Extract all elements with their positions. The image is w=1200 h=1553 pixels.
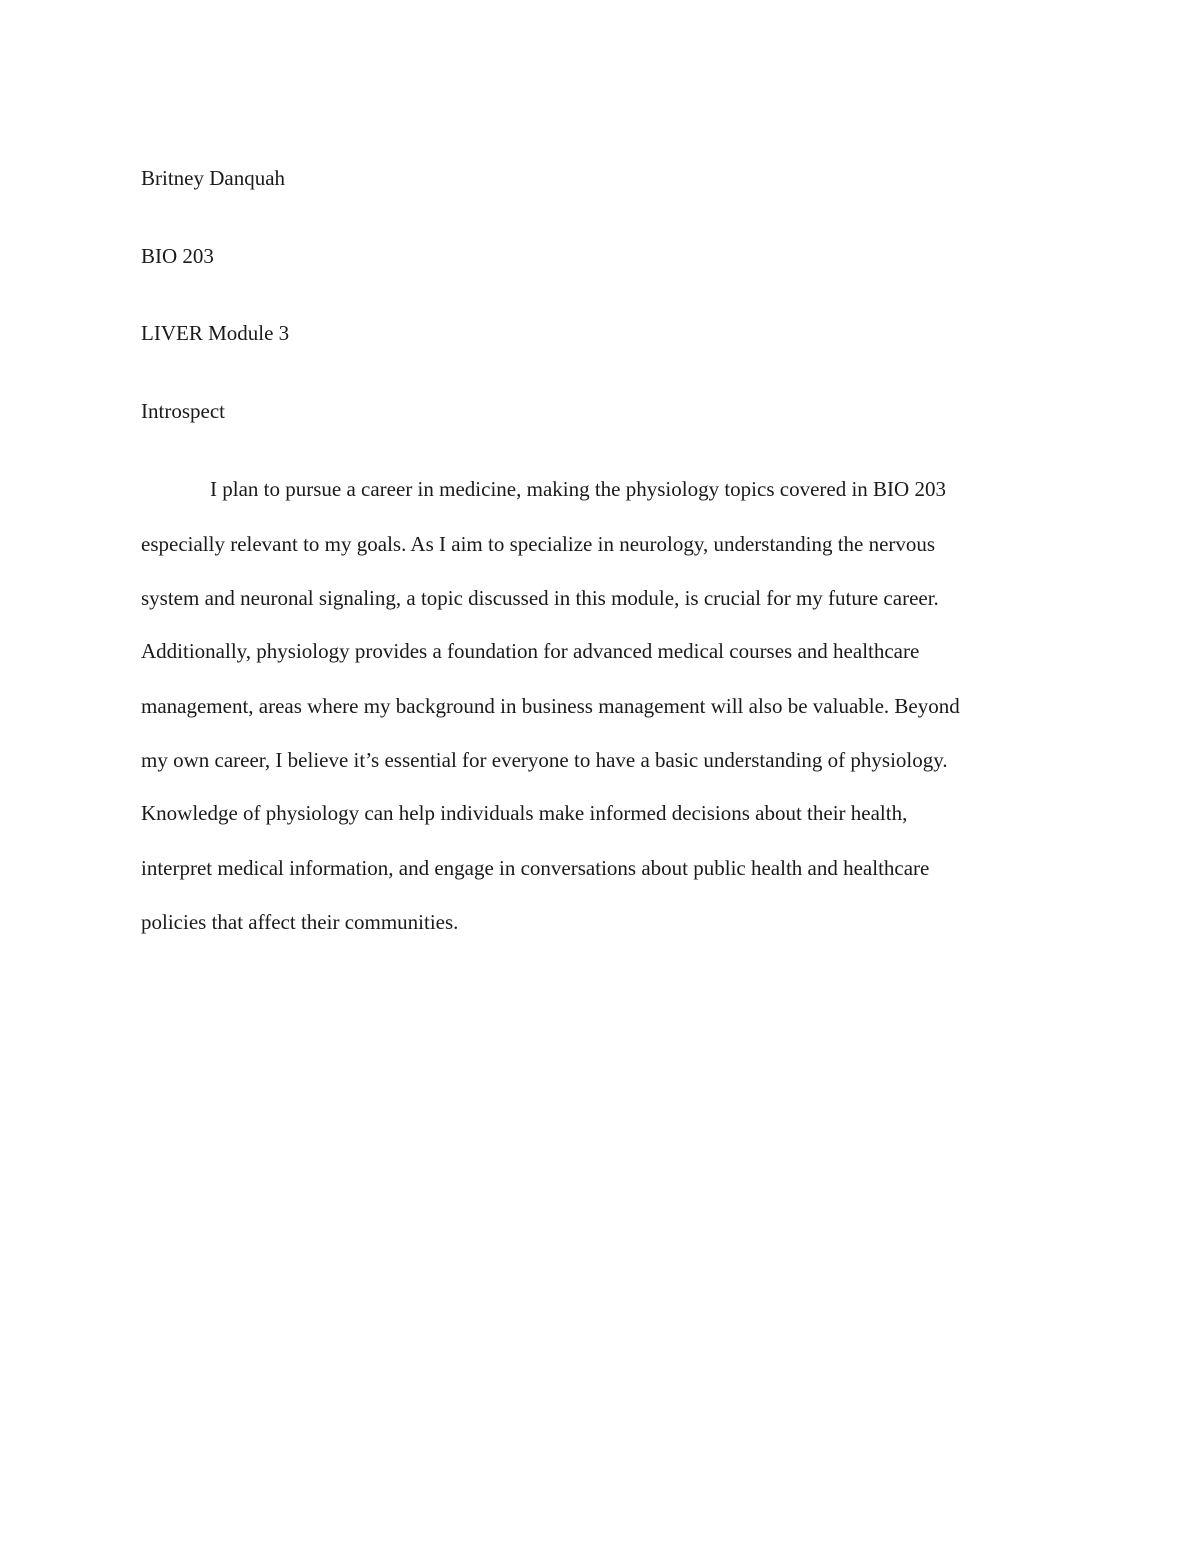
- paragraph-line: I plan to pursue a career in medicine, making the physiology topics covered in BIO 203: [210, 477, 946, 501]
- paragraph-line: policies that affect their communities.: [141, 910, 459, 934]
- course-code: BIO 203: [141, 244, 214, 268]
- author-name: Britney Danquah: [141, 166, 286, 190]
- section-title: Introspect: [141, 399, 225, 423]
- paragraph-line: management, areas where my background in business management will also be valuable. Beyond: [141, 694, 960, 718]
- paragraph-line: Additionally, physiology provides a foundation for advanced medical courses and healthcare: [141, 639, 920, 663]
- paragraph-line: interpret medical information, and engage in conversations about public health and healthcare: [141, 856, 930, 880]
- paragraph-line: my own career, I believe it’s essential for everyone to have a basic understanding of physiology.: [141, 748, 948, 772]
- paragraph-line: especially relevant to my goals. As I aim to specialize in neurology, understanding the nervous: [141, 532, 936, 556]
- module-title: LIVER Module 3: [141, 321, 290, 345]
- paragraph-line: system and neuronal signaling, a topic discussed in this module, is crucial for my future career.: [141, 586, 939, 610]
- paragraph-line: Knowledge of physiology can help individuals make informed decisions about their health,: [141, 801, 908, 825]
